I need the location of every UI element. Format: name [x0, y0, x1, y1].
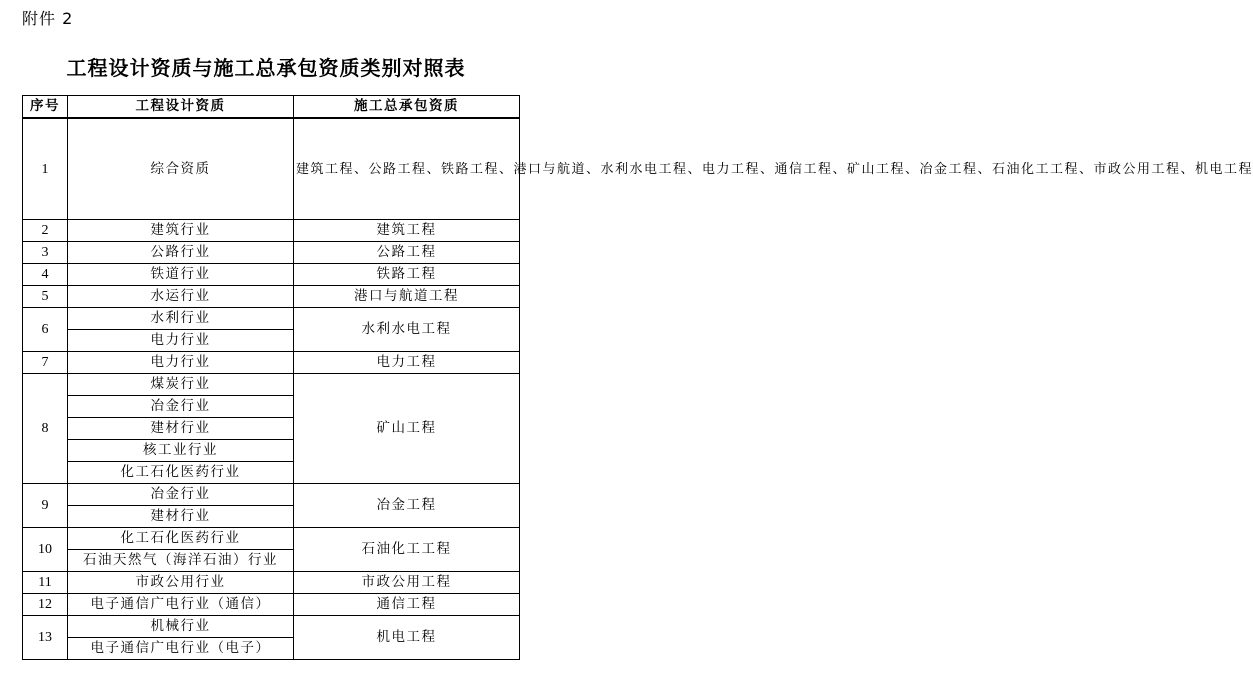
design-qualification-cell: 建筑行业: [68, 220, 294, 242]
construction-qualification-cell: 建筑工程: [294, 220, 520, 242]
design-qualification-cell: 综合资质: [68, 118, 294, 220]
header-serial: 序号: [23, 96, 68, 119]
design-qualification-cell: 电力行业: [68, 330, 294, 352]
construction-qualification-cell: 矿山工程: [294, 374, 520, 484]
table-row: [23, 374, 520, 396]
table-row: [23, 242, 520, 264]
design-qualification-cell: 煤炭行业: [68, 374, 294, 396]
table-row: [23, 572, 520, 594]
design-qualification-cell: 冶金行业: [68, 484, 294, 506]
design-qualification-cell: 电力行业: [68, 352, 294, 374]
design-qualification-cell: 化工石化医药行业: [68, 528, 294, 550]
table-header-row: [23, 96, 520, 119]
construction-qualification-cell: 机电工程: [294, 616, 520, 660]
document-title: 工程设计资质与施工总承包资质类别对照表: [66, 56, 466, 80]
header-construction-qualification: 施工总承包资质: [294, 96, 520, 119]
qualification-table: [22, 95, 1253, 660]
row-serial-number: 10: [23, 528, 68, 572]
construction-qualification-cell: 冶金工程: [294, 484, 520, 528]
construction-qualification-cell: 公路工程: [294, 242, 520, 264]
construction-qualification-cell: 铁路工程: [294, 264, 520, 286]
row-serial-number: 9: [23, 484, 68, 528]
design-qualification-cell: 核工业行业: [68, 440, 294, 462]
design-qualification-cell: 电子通信广电行业（电子）: [68, 638, 294, 660]
design-qualification-cell: 化工石化医药行业: [68, 462, 294, 484]
construction-qualification-cell: 电力工程: [294, 352, 520, 374]
table-row: [23, 220, 520, 242]
header-design-qualification: 工程设计资质: [68, 96, 294, 119]
row-serial-number: 7: [23, 352, 68, 374]
table-row: [23, 352, 520, 374]
construction-qualification-cell: 市政公用工程: [294, 572, 520, 594]
table-row: [23, 616, 520, 638]
row-serial-number: 8: [23, 374, 68, 484]
design-qualification-cell: 石油天然气（海洋石油）行业: [68, 550, 294, 572]
row-serial-number: 3: [23, 242, 68, 264]
row-serial-number: 6: [23, 308, 68, 352]
design-qualification-cell: 冶金行业: [68, 396, 294, 418]
row-serial-number: 13: [23, 616, 68, 660]
row-serial-number: 4: [23, 264, 68, 286]
row-serial-number: 5: [23, 286, 68, 308]
design-qualification-cell: 水运行业: [68, 286, 294, 308]
design-qualification-cell: 市政公用行业: [68, 572, 294, 594]
design-qualification-cell: 电子通信广电行业（通信）: [68, 594, 294, 616]
construction-qualification-cell: 水利水电工程: [294, 308, 520, 352]
row-serial-number: 12: [23, 594, 68, 616]
design-qualification-cell: 机械行业: [68, 616, 294, 638]
design-qualification-cell: 建材行业: [68, 418, 294, 440]
table-row: [23, 594, 520, 616]
construction-qualification-cell: 建筑工程、公路工程、铁路工程、港口与航道、水利水电工程、电力工程、通信工程、矿山工程、冶金工程、石油化工工程、市政公用工程、机电工程: [294, 118, 520, 220]
construction-qualification-cell: 通信工程: [294, 594, 520, 616]
table-row: [23, 484, 520, 506]
table-row: [23, 308, 520, 330]
design-qualification-cell: 铁道行业: [68, 264, 294, 286]
table-row: [23, 264, 520, 286]
table-row: [23, 118, 520, 220]
row-serial-number: 2: [23, 220, 68, 242]
row-serial-number: 1: [23, 118, 68, 220]
design-qualification-cell: 建材行业: [68, 506, 294, 528]
table-row: [23, 286, 520, 308]
attachment-label: 附件 2: [22, 9, 74, 28]
design-qualification-cell: 水利行业: [68, 308, 294, 330]
construction-qualification-cell: 石油化工工程: [294, 528, 520, 572]
construction-qualification-cell: 港口与航道工程: [294, 286, 520, 308]
design-qualification-cell: 公路行业: [68, 242, 294, 264]
table-row: [23, 528, 520, 550]
table-body: [23, 118, 1253, 660]
row-serial-number: 11: [23, 572, 68, 594]
